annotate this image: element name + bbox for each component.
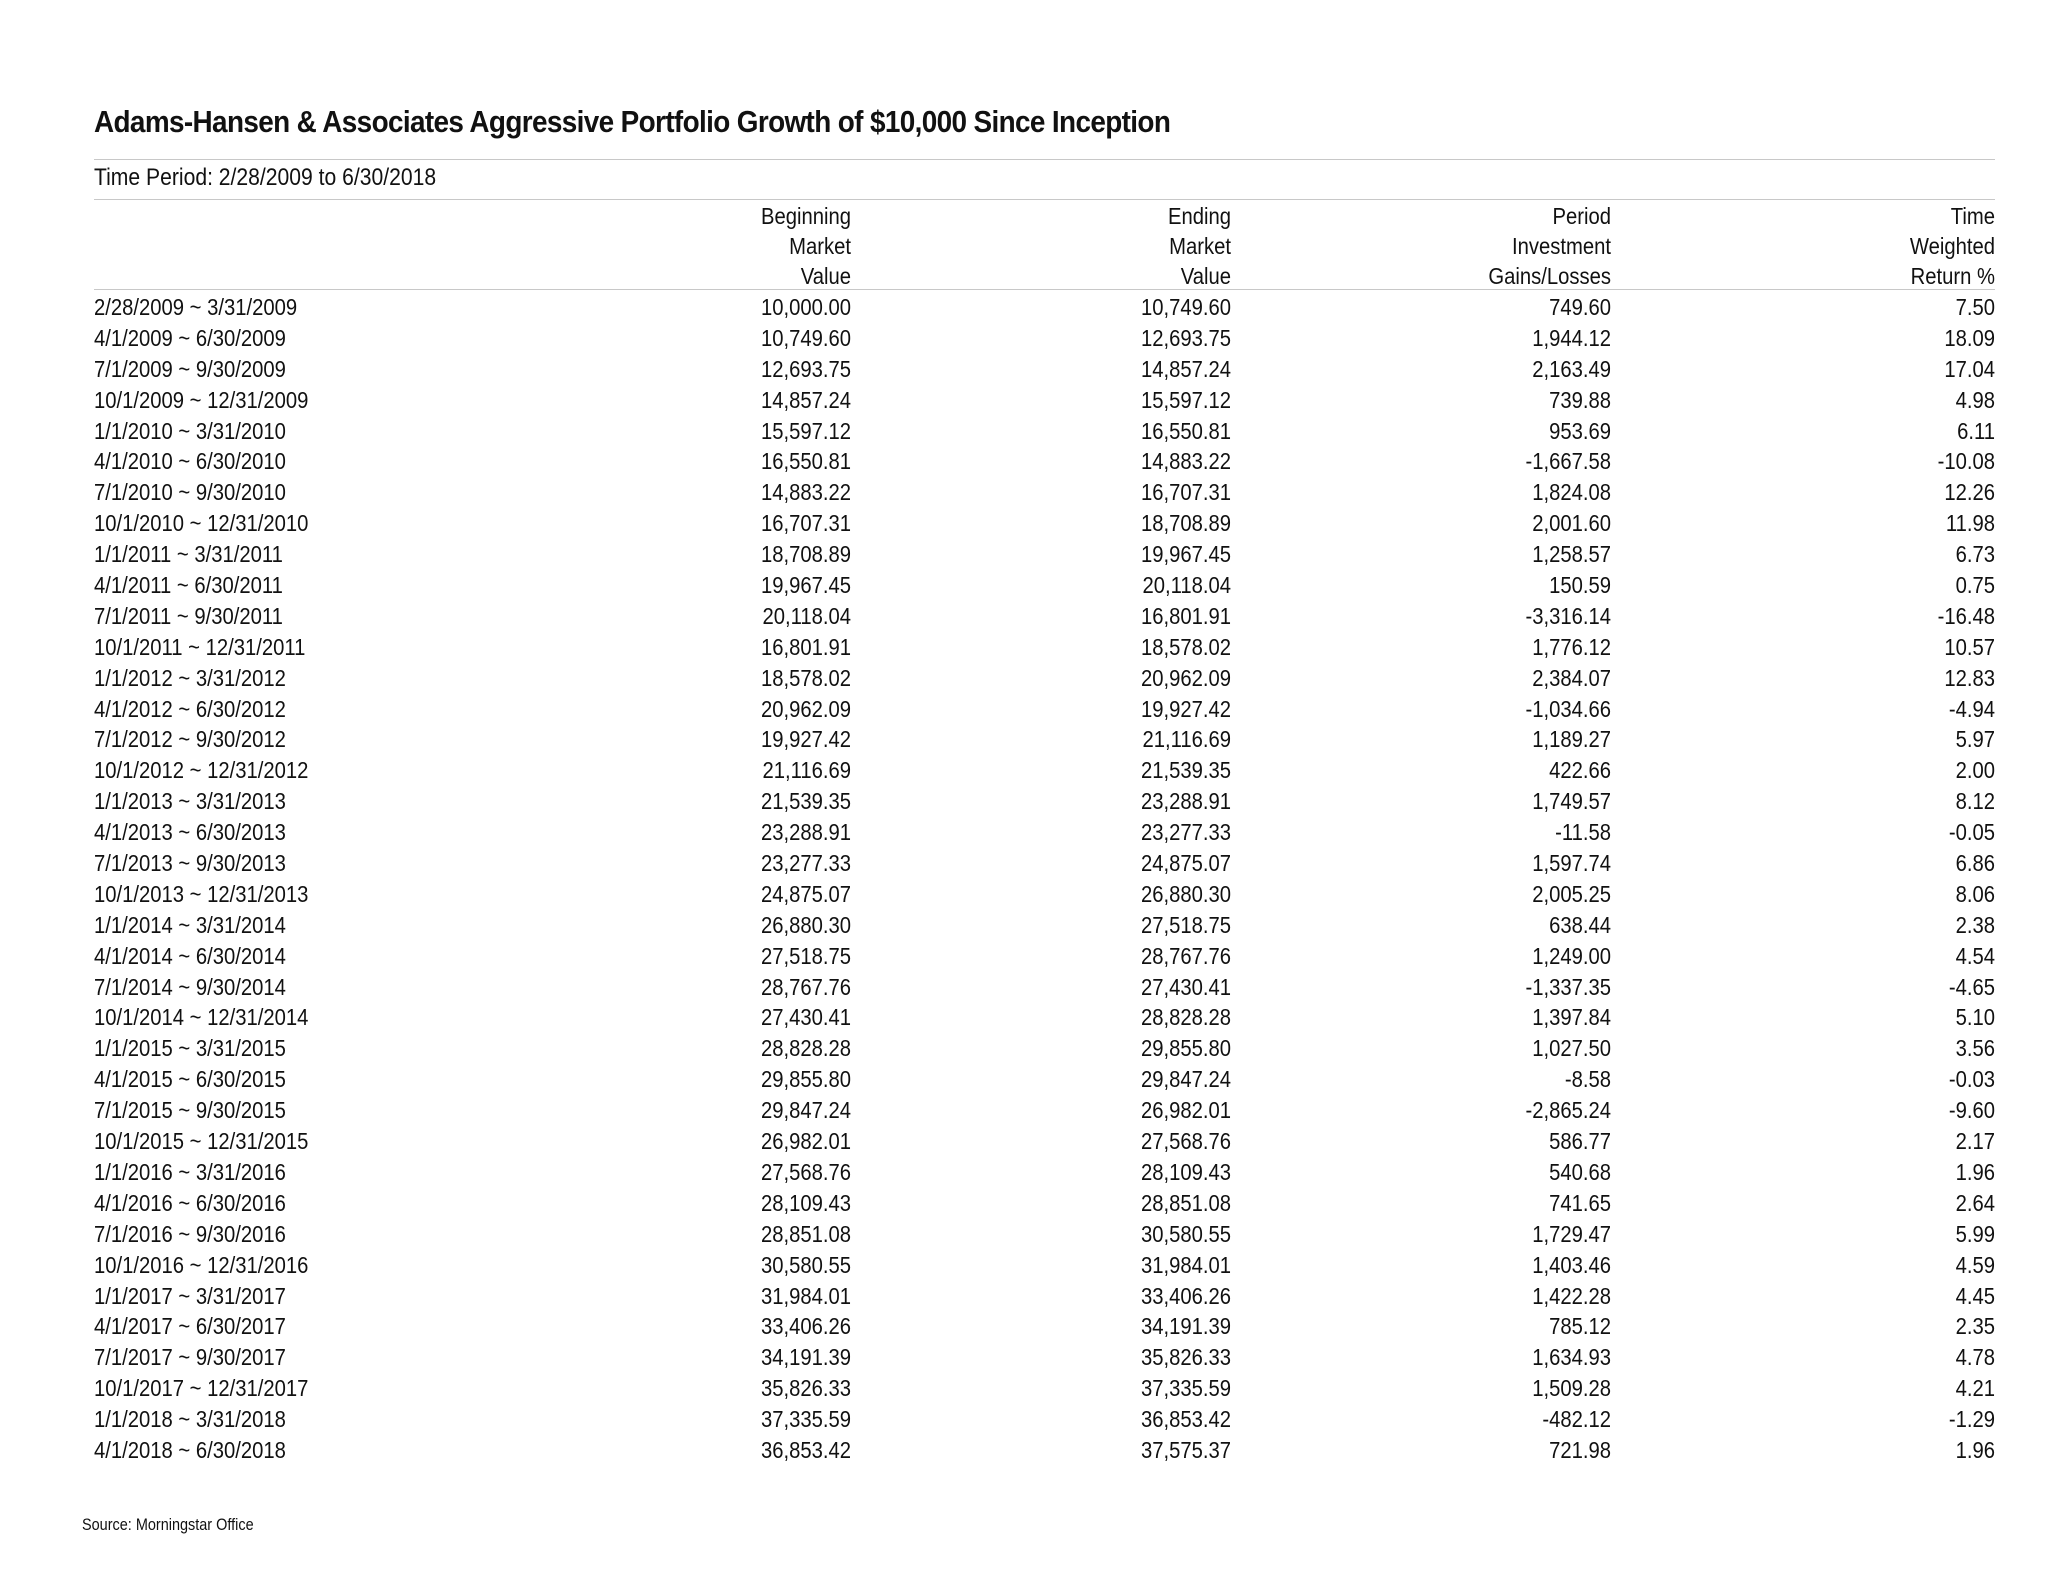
return-cell: 5.97 [1955,726,1995,753]
table-row [94,1033,1995,1064]
gain-loss-cell: 586.77 [1549,1128,1611,1155]
beginning-value-cell: 28,767.76 [760,973,851,1000]
ending-value-cell: 28,851.08 [1140,1189,1231,1216]
gain-loss-cell: 1,776.12 [1532,633,1611,660]
ending-value-cell: 21,116.69 [1142,726,1231,753]
period-cell: 7/1/2014 ~ 9/30/2014 [94,973,286,1000]
return-cell: -4.65 [1948,973,1995,1000]
header-line: Gains/Losses [1488,263,1611,289]
gain-loss-cell: 1,027.50 [1532,1035,1611,1062]
header-time-weighted-return [1695,201,1995,291]
period-cell: 4/1/2017 ~ 6/30/2017 [94,1313,286,1340]
table-row [94,663,1995,694]
table-row [94,354,1995,385]
return-cell: 4.78 [1955,1344,1995,1371]
beginning-value-cell: 36,853.42 [760,1436,851,1463]
header-line: Time [1950,203,1995,229]
header-beginning-market-value [551,201,851,291]
return-cell: -9.60 [1948,1097,1995,1124]
beginning-value-cell: 21,116.69 [762,757,851,784]
ending-value-cell: 27,430.41 [1140,973,1231,1000]
gain-loss-cell: -11.58 [1555,819,1611,846]
table-row [94,848,1995,879]
gain-loss-cell: 2,163.49 [1532,355,1611,382]
beginning-value-cell: 28,828.28 [760,1035,851,1062]
ending-value-cell: 35,826.33 [1140,1344,1231,1371]
table-row [94,1404,1995,1435]
period-cell: 4/1/2012 ~ 6/30/2012 [94,695,286,722]
period-cell: 7/1/2013 ~ 9/30/2013 [94,850,286,877]
gain-loss-cell: 2,005.25 [1532,880,1611,907]
table-row [94,570,1995,601]
period-cell: 4/1/2009 ~ 6/30/2009 [94,324,286,351]
gain-loss-cell: 150.59 [1549,572,1611,599]
gain-loss-cell: 422.66 [1549,757,1611,784]
period-cell: 1/1/2013 ~ 3/31/2013 [94,788,286,815]
return-cell: -4.94 [1948,695,1995,722]
return-cell: 6.73 [1955,541,1995,568]
return-cell: 4.45 [1955,1282,1995,1309]
header-line: Market [789,233,851,259]
table-row [94,1435,1995,1466]
ending-value-cell: 30,580.55 [1140,1220,1231,1247]
gain-loss-cell: -1,667.58 [1525,448,1611,475]
table-row [94,817,1995,848]
period-cell: 10/1/2014 ~ 12/31/2014 [94,1004,309,1031]
beginning-value-cell: 29,847.24 [760,1097,851,1124]
header-ending-market-value [931,201,1231,291]
table-row [94,910,1995,941]
period-cell: 10/1/2010 ~ 12/31/2010 [94,510,309,537]
ending-value-cell: 19,927.42 [1140,695,1231,722]
beginning-value-cell: 10,000.00 [760,294,851,320]
period-cell: 7/1/2012 ~ 9/30/2012 [94,726,286,753]
report-title: Adams-Hansen & Associates Aggressive Portfolio Growth of $10,000 Since Inception [94,104,1171,139]
table-row [94,508,1995,539]
table-row [94,755,1995,786]
gain-loss-cell: 749.60 [1549,294,1611,320]
ending-value-cell: 28,109.43 [1140,1158,1231,1185]
beginning-value-cell: 18,578.02 [760,664,851,691]
ending-value-cell: 36,853.42 [1140,1406,1231,1433]
header-line: Market [1169,233,1231,259]
period-cell: 4/1/2015 ~ 6/30/2015 [94,1066,286,1093]
table-row [94,1342,1995,1373]
gain-loss-cell: 785.12 [1549,1313,1611,1340]
title-divider [94,159,1995,160]
return-cell: 7.50 [1955,294,1995,320]
source-note: Source: Morningstar Office [82,1515,254,1534]
table-row [94,477,1995,508]
return-cell: 2.38 [1955,911,1995,938]
gain-loss-cell: 1,597.74 [1532,850,1611,877]
ending-value-cell: 28,767.76 [1140,942,1231,969]
beginning-value-cell: 31,984.01 [760,1282,851,1309]
ending-value-cell: 20,118.04 [1142,572,1231,599]
gain-loss-cell: 721.98 [1549,1436,1611,1463]
ending-value-cell: 14,883.22 [1140,448,1231,475]
ending-value-cell: 27,568.76 [1140,1128,1231,1155]
beginning-value-cell: 19,967.45 [760,572,851,599]
beginning-value-cell: 12,693.75 [760,355,851,382]
table-row [94,539,1995,570]
ending-value-cell: 34,191.39 [1140,1313,1231,1340]
return-cell: -1.29 [1948,1406,1995,1433]
gain-loss-cell: -1,337.35 [1525,973,1611,1000]
table-row [94,1373,1995,1404]
gain-loss-cell: 1,634.93 [1532,1344,1611,1371]
table-row [94,1281,1995,1312]
period-cell: 7/1/2015 ~ 9/30/2015 [94,1097,286,1124]
table-row [94,632,1995,663]
table-row [94,446,1995,477]
period-cell: 10/1/2015 ~ 12/31/2015 [94,1128,309,1155]
return-cell: -0.05 [1948,819,1995,846]
beginning-value-cell: 30,580.55 [760,1251,851,1278]
period-cell: 4/1/2010 ~ 6/30/2010 [94,448,286,475]
gain-loss-cell: 1,509.28 [1532,1375,1611,1402]
return-cell: 2.00 [1955,757,1995,784]
beginning-value-cell: 37,335.59 [760,1406,851,1433]
gain-loss-cell: 540.68 [1549,1158,1611,1185]
return-cell: 2.17 [1955,1128,1995,1155]
ending-value-cell: 24,875.07 [1140,850,1231,877]
ending-value-cell: 26,880.30 [1140,880,1231,907]
gain-loss-cell: 1,397.84 [1532,1004,1611,1031]
period-cell: 4/1/2018 ~ 6/30/2018 [94,1436,286,1463]
gain-loss-cell: 1,824.08 [1532,479,1611,506]
period-cell: 7/1/2017 ~ 9/30/2017 [94,1344,286,1371]
gain-loss-cell: 1,749.57 [1532,788,1611,815]
period-cell: 1/1/2015 ~ 3/31/2015 [94,1035,286,1062]
gain-loss-cell: 953.69 [1549,417,1611,444]
ending-value-cell: 28,828.28 [1140,1004,1231,1031]
gain-loss-cell: -1,034.66 [1525,695,1611,722]
beginning-value-cell: 18,708.89 [760,541,851,568]
header-period-gains-losses [1311,201,1611,291]
period-cell: 1/1/2011 ~ 3/31/2011 [94,541,283,568]
return-cell: 6.11 [1957,417,1995,444]
ending-value-cell: 18,578.02 [1140,633,1231,660]
ending-value-cell: 23,288.91 [1140,788,1231,815]
time-period-label: Time Period: 2/28/2009 to 6/30/2018 [94,164,437,191]
ending-value-cell: 12,693.75 [1140,324,1231,351]
return-cell: -0.03 [1948,1066,1995,1093]
return-cell: 1.96 [1955,1158,1995,1185]
table-row [94,1126,1995,1157]
period-cell: 7/1/2011 ~ 9/30/2011 [94,602,283,629]
ending-value-cell: 31,984.01 [1140,1251,1231,1278]
return-cell: 3.56 [1955,1035,1995,1062]
table-row [94,416,1995,447]
gain-loss-cell: 741.65 [1549,1189,1611,1216]
period-cell: 4/1/2016 ~ 6/30/2016 [94,1189,286,1216]
table-row [94,972,1995,1003]
ending-value-cell: 20,962.09 [1140,664,1231,691]
ending-value-cell: 14,857.24 [1140,355,1231,382]
beginning-value-cell: 29,855.80 [760,1066,851,1093]
return-cell: 8.06 [1955,880,1995,907]
beginning-value-cell: 28,851.08 [760,1220,851,1247]
period-cell: 1/1/2012 ~ 3/31/2012 [94,664,286,691]
gain-loss-cell: -3,316.14 [1525,602,1611,629]
return-cell: 0.75 [1955,572,1995,599]
header-line: Beginning [760,203,851,229]
ending-value-cell: 21,539.35 [1140,757,1231,784]
return-cell: 11.98 [1945,510,1995,537]
beginning-value-cell: 16,550.81 [760,448,851,475]
return-cell: 2.35 [1955,1313,1995,1340]
return-cell: 10.57 [1944,633,1995,660]
ending-value-cell: 18,708.89 [1140,510,1231,537]
ending-value-cell: 29,847.24 [1140,1066,1231,1093]
period-divider [94,199,1995,200]
beginning-value-cell: 26,880.30 [760,911,851,938]
beginning-value-cell: 28,109.43 [760,1189,851,1216]
return-cell: -10.08 [1937,448,1995,475]
ending-value-cell: 27,518.75 [1140,911,1231,938]
table-row [94,1311,1995,1342]
return-cell: 17.04 [1944,355,1995,382]
beginning-value-cell: 16,801.91 [760,633,851,660]
period-cell: 10/1/2017 ~ 12/31/2017 [94,1375,309,1402]
gain-loss-cell: 1,729.47 [1532,1220,1611,1247]
gain-loss-cell: 1,944.12 [1532,324,1611,351]
beginning-value-cell: 26,982.01 [760,1128,851,1155]
return-cell: 4.21 [1955,1375,1995,1402]
return-cell: 4.59 [1955,1251,1995,1278]
table-row [94,786,1995,817]
beginning-value-cell: 24,875.07 [760,880,851,907]
report-page [82,0,1995,1582]
period-cell: 1/1/2018 ~ 3/31/2018 [94,1406,286,1433]
table-row [94,601,1995,632]
return-cell: 1.96 [1955,1436,1995,1463]
ending-value-cell: 19,967.45 [1140,541,1231,568]
return-cell: 4.54 [1955,942,1995,969]
beginning-value-cell: 20,118.04 [762,602,851,629]
table-row [94,694,1995,725]
header-line: Return % [1910,263,1995,289]
table-row [94,1250,1995,1281]
period-cell: 10/1/2011 ~ 12/31/2011 [94,633,306,660]
return-cell: 12.83 [1944,664,1995,691]
return-cell: 6.86 [1955,850,1995,877]
period-cell: 1/1/2017 ~ 3/31/2017 [94,1282,286,1309]
ending-value-cell: 16,707.31 [1140,479,1231,506]
period-cell: 1/1/2014 ~ 3/31/2014 [94,911,286,938]
gain-loss-cell: 1,258.57 [1532,541,1611,568]
gain-loss-cell: 1,249.00 [1532,942,1611,969]
period-cell: 4/1/2011 ~ 6/30/2011 [94,572,283,599]
period-cell: 4/1/2013 ~ 6/30/2013 [94,819,286,846]
table-row [94,1002,1995,1033]
gain-loss-cell: -8.58 [1564,1066,1611,1093]
ending-value-cell: 16,550.81 [1140,417,1231,444]
return-cell: 12.26 [1944,479,1995,506]
gain-loss-cell: 1,403.46 [1532,1251,1611,1278]
period-cell: 7/1/2009 ~ 9/30/2009 [94,355,286,382]
beginning-value-cell: 34,191.39 [760,1344,851,1371]
ending-value-cell: 37,575.37 [1140,1436,1231,1463]
gain-loss-cell: -2,865.24 [1525,1097,1611,1124]
beginning-value-cell: 27,568.76 [760,1158,851,1185]
table-row [94,292,1995,323]
period-cell: 10/1/2013 ~ 12/31/2013 [94,880,309,907]
table-row [94,385,1995,416]
gain-loss-cell: 1,422.28 [1532,1282,1611,1309]
table-row [94,941,1995,972]
return-cell: 18.09 [1944,324,1995,351]
period-cell: 10/1/2012 ~ 12/31/2012 [94,757,309,784]
beginning-value-cell: 14,857.24 [760,386,851,413]
header-line: Value [800,263,851,289]
header-line: Weighted [1909,233,1995,259]
ending-value-cell: 37,335.59 [1140,1375,1231,1402]
gain-loss-cell: 739.88 [1549,386,1611,413]
gain-loss-cell: 1,189.27 [1532,726,1611,753]
beginning-value-cell: 19,927.42 [760,726,851,753]
ending-value-cell: 15,597.12 [1140,386,1231,413]
ending-value-cell: 26,982.01 [1140,1097,1231,1124]
gain-loss-cell: -482.12 [1542,1406,1611,1433]
period-cell: 10/1/2016 ~ 12/31/2016 [94,1251,309,1278]
table-row [94,1188,1995,1219]
ending-value-cell: 29,855.80 [1140,1035,1231,1062]
ending-value-cell: 10,749.60 [1140,294,1231,320]
gain-loss-cell: 2,384.07 [1532,664,1611,691]
beginning-value-cell: 33,406.26 [760,1313,851,1340]
return-cell: 2.64 [1955,1189,1995,1216]
beginning-value-cell: 16,707.31 [760,510,851,537]
beginning-value-cell: 15,597.12 [760,417,851,444]
period-cell: 7/1/2010 ~ 9/30/2010 [94,479,286,506]
beginning-value-cell: 23,277.33 [760,850,851,877]
header-line: Investment [1512,233,1611,259]
return-cell: 8.12 [1955,788,1995,815]
beginning-value-cell: 14,883.22 [760,479,851,506]
table-row [94,1095,1995,1126]
period-cell: 10/1/2009 ~ 12/31/2009 [94,386,309,413]
period-cell: 1/1/2010 ~ 3/31/2010 [94,417,286,444]
header-line: Ending [1167,203,1231,229]
return-cell: 5.99 [1955,1220,1995,1247]
table-row [94,1157,1995,1188]
gain-loss-cell: 638.44 [1549,911,1611,938]
return-cell: -16.48 [1937,602,1995,629]
beginning-value-cell: 20,962.09 [760,695,851,722]
table-row [94,1219,1995,1250]
period-cell: 7/1/2016 ~ 9/30/2016 [94,1220,286,1247]
ending-value-cell: 16,801.91 [1140,602,1231,629]
period-cell: 1/1/2016 ~ 3/31/2016 [94,1158,286,1185]
beginning-value-cell: 27,430.41 [760,1004,851,1031]
table-row [94,879,1995,910]
table-row [94,1064,1995,1095]
header-line: Value [1180,263,1231,289]
period-cell: 4/1/2014 ~ 6/30/2014 [94,942,286,969]
beginning-value-cell: 27,518.75 [760,942,851,969]
header-divider [94,289,1995,290]
return-cell: 4.98 [1955,386,1995,413]
beginning-value-cell: 23,288.91 [760,819,851,846]
return-cell: 5.10 [1955,1004,1995,1031]
period-cell: 2/28/2009 ~ 3/31/2009 [94,294,298,320]
ending-value-cell: 33,406.26 [1140,1282,1231,1309]
returns-table [94,292,1995,1466]
ending-value-cell: 23,277.33 [1140,819,1231,846]
beginning-value-cell: 21,539.35 [760,788,851,815]
gain-loss-cell: 2,001.60 [1532,510,1611,537]
beginning-value-cell: 10,749.60 [760,324,851,351]
header-line: Period [1552,203,1611,229]
table-row [94,323,1995,354]
beginning-value-cell: 35,826.33 [760,1375,851,1402]
table-row [94,724,1995,755]
